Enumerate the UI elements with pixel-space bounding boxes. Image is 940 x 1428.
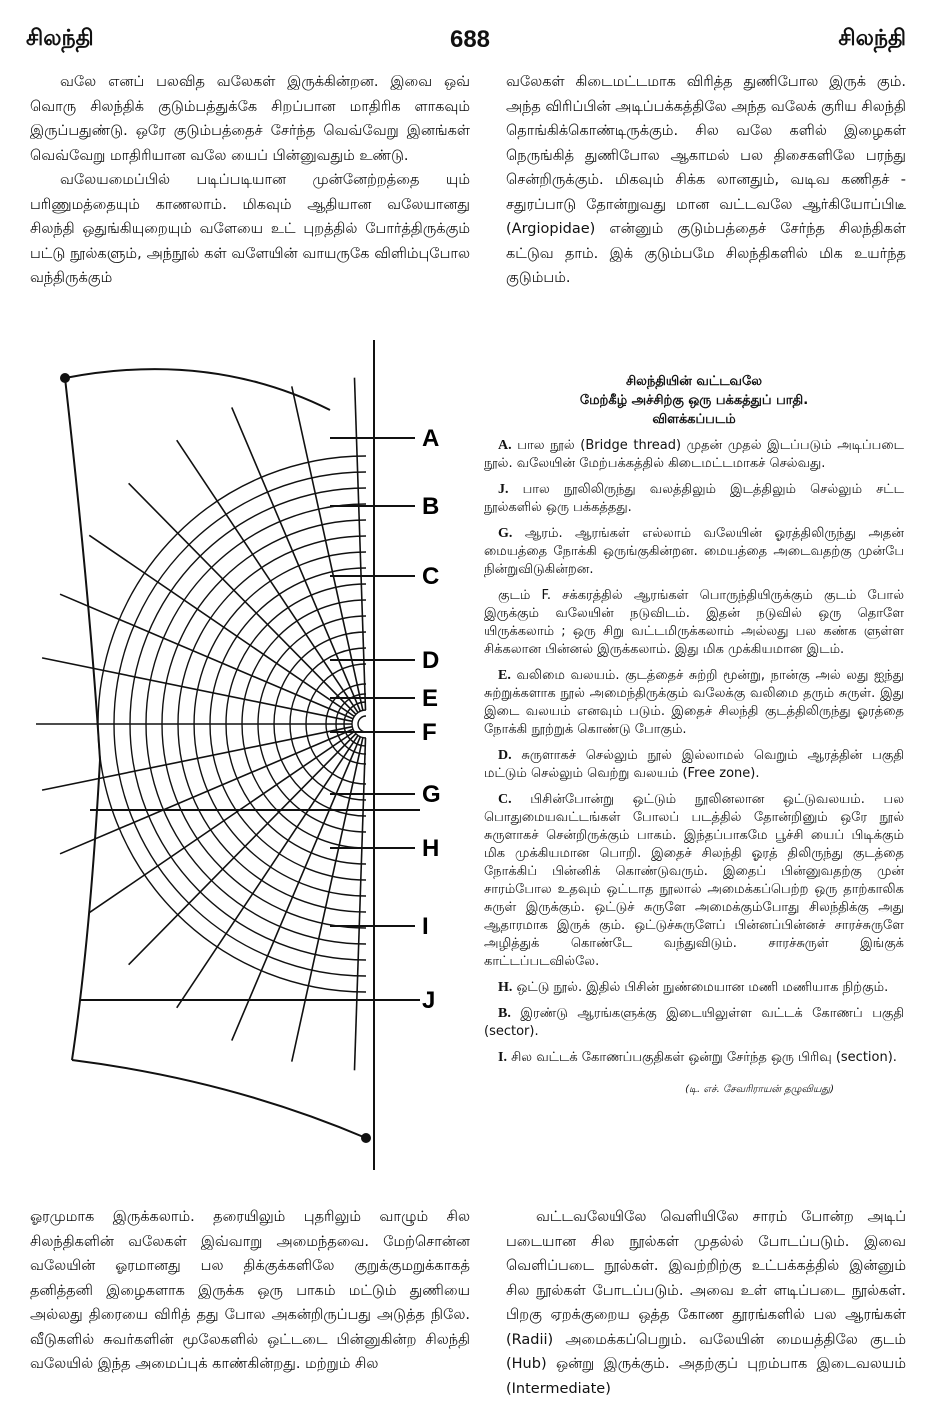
- legend-text: பால நூல் (Bridge thread) முதன் முதல் இடப்படும் அடிப்படை நூல். வலேயின் மேற்பக்கத்தில் கிடைமட்டமாகச் செல்வது.: [484, 438, 904, 471]
- bottom-left-column: [30, 1205, 470, 1377]
- legend-item: [484, 979, 904, 997]
- hub-spiral: [358, 716, 366, 732]
- top-right-column: [506, 70, 906, 291]
- legend-letter: B.: [498, 1006, 511, 1021]
- legend-text: குடம் F. சக்கரத்தில் ஆரங்கள் பொருந்தியிருக்கும் குடம் போல் இருக்கும் வலேயின் நடுவிடம். இதன் நடுவில் ஒரு தொளே யிருக்கலாம் ; ஒரு சிறு வட்டமிருக்கலாம் அல்லது பல கண்க ளுள்ள சிக்கலான பின்னல் இருக்கலாம். இது மிக முக்கியமான இடம்.: [484, 588, 904, 657]
- legend-text: சில வட்டக் கோணப்பகுதிகள் ஒன்று சேர்ந்த ஒரு பிரிவு (section).: [511, 1050, 897, 1065]
- orb-web-diagram: [30, 340, 470, 1170]
- legend-text: பால நூலிலிருந்து வலத்திலும் இடத்திலும் செல்லும் சட்ட நூல்களில் ஒரு பக்கத்தது.: [484, 482, 904, 515]
- figure-credit: (டி. எச். சேவரிராயன் தழுவியது): [685, 1084, 834, 1095]
- legend-title-1: சிலந்தியின் வட்டவலே: [625, 374, 763, 389]
- diagram-label: H: [422, 835, 440, 862]
- legend-letter: H.: [498, 980, 513, 995]
- radius-thread: [60, 594, 353, 719]
- legend-title-3: விளக்கப்படம்: [652, 412, 736, 427]
- paragraph: வலேகள் கிடைமட்டமாக விரித்த துணிபோல இருக் கும். அந்த விரிப்பின் அடிப்பக்கத்திலே அந்த வலேக் குரிய சிலந்தி தொங்கிக்கொண்டிருக்கும். சில வலே களில் இழைகள் நெருங்கித் துணிபோல ஆகாமல் பல திசைகளிலே பரந்து சென்றிருக்கும். மிகவும் சிக்க லானதும், வடிவ கணிதச் - சதுரப்பாடு தோன்றுவது மான வட்டவலே ஆர்கியோப்பிடீ (Argiopidae) என்னும் குடும்பத்தைச் சேர்ந்த சிலந்திகள் கட்டுவ தாம். இக் குடும்பமே சிலந்திகளில் மிக உயர்ந்த குடும்பம்.: [506, 74, 906, 286]
- legend-item: [484, 1005, 904, 1041]
- radius-thread: [60, 729, 353, 854]
- radius-thread: [129, 734, 356, 965]
- legend-title-2: மேற்கீழ் அச்சிற்கு ஒரு பக்கத்துப் பாதி.: [579, 393, 809, 408]
- legend-item: [484, 667, 904, 739]
- legend-letter: J.: [498, 482, 509, 497]
- legend-letter: G.: [498, 526, 513, 541]
- legend-item: [484, 1049, 904, 1067]
- legend-item: [484, 587, 904, 659]
- radius-thread: [232, 737, 361, 1041]
- legend-item: [484, 525, 904, 579]
- running-header-left: சிலந்தி: [26, 26, 94, 51]
- diagram-label: J: [422, 987, 436, 1014]
- diagram-label: E: [422, 685, 439, 712]
- radius-thread: [89, 732, 354, 913]
- legend-text: இரண்டு ஆரங்களுக்கு இடையிலுள்ள வட்டக் கோணப் பகுதி (sector).: [484, 1006, 904, 1039]
- paragraph: வலே எனப் பலவித வலேகள் இருக்கின்றன. இவை ஒவ் வொரு சிலந்திக் குடும்பத்துக்கே சிறப்பான மாதிரிக ளாகவும் இருப்பதுண்டு. ஒரே குடும்பத்தைச் சேர்ந்த வெவ்வேறு இனங்கள் வெவ்வேறு மாதிரியான வலே யைப் பின்னுவதும் உண்டு.: [30, 74, 470, 164]
- radius-thread: [292, 386, 363, 710]
- top-left-column: [30, 70, 470, 291]
- diagram-label: F: [422, 719, 437, 746]
- paragraph: ஓரமுமாக இருக்கலாம். தரையிலும் புதரிலும் வாழும் சில சிலந்திகளின் வலேகள் இவ்வாறு அமைந்தவை. மேற்சொன்ன வலேயின் ஓரமானது பல திக்குக்களிலே குறுக்குமறுக்காகத் தனித்தனி இழைகளாக இருக்க ஒரு பாகம் மட்டும் துணியை அல்லது திரையை விரித் தது போல அகன்றிருப்பது அடுத்த நிலே. வீடுகளில் சுவர்களின் மூலேகளில் ஒட்டடை பின்னுகின்ற சிலந்தி வலேயில் இந்த அமைப்புக் காண்கின்றது. மற்றும் சில: [30, 1209, 470, 1372]
- legend-item: [484, 747, 904, 783]
- diagram-label: C: [422, 563, 440, 590]
- legend-text: வலிமை வலயம். குடத்தைச் சுற்றி மூன்று, நான்கு அல் லது ஐந்து சுற்றுக்களாக நூல் அமைந்திருக்கும் வலேக்கு வலிமை தரும் சுருள். இது இடை வலயம் எனவும் படும். இதைச் சிலந்தி குடத்திலிருந்து ஓரத்தை நோக்கி நூற்றுக் கொண்டு போகும்.: [484, 668, 904, 737]
- legend-item: [484, 437, 904, 473]
- diagram-label: I: [422, 913, 429, 940]
- legend-item: [484, 791, 904, 971]
- anchor-point: [362, 1134, 370, 1142]
- radius-thread: [354, 738, 365, 1070]
- hub-spiral: [352, 710, 366, 738]
- legend-letter: I.: [498, 1050, 507, 1065]
- paragraph: வலேயமைப்பில் படிப்படியான முன்னேற்றத்தை யும் பரிணுமத்தையும் காணலாம். மிகவும் ஆதியான வலேயானது சிலந்தி ஒதுங்கியுறையும் வளேயை உட் புறத்தில் போர்த்திருக்கும் பட்டு நூல்களும், அந்நூல் கள் வளேயின் வாயருகே விளிம்புபோல வந்திருக்கும்: [30, 172, 470, 286]
- diagram-legend: [484, 372, 904, 1099]
- legend-letter: A.: [498, 438, 512, 453]
- legend-text: ஆரம். ஆரங்கள் எல்லாம் வலேயின் ஓரத்திலிருந்து அதன் மையத்தை நோக்கி ஒருங்குகின்றன. மையத்தை அடைவதற்கு முன்பே நின்றுவிடுகின்றன.: [484, 526, 904, 577]
- bridge-thread: [65, 369, 330, 410]
- diagram-label: G: [422, 781, 441, 808]
- page-number: 688: [449, 26, 491, 53]
- radius-thread: [292, 738, 363, 1062]
- legend-item: [484, 481, 904, 517]
- radius-thread: [177, 735, 358, 1007]
- frame-thread-left: [65, 378, 100, 1060]
- legend-letter: C.: [498, 792, 512, 807]
- diagram-label: D: [422, 647, 440, 674]
- radius-thread: [232, 407, 361, 711]
- frame-thread-bottom: [72, 1060, 366, 1138]
- legend-letter: E.: [498, 668, 511, 683]
- legend-text: ஒட்டு நூல். இதில் பிசின் நுண்மையான மணி மணியாக நிற்கும்.: [516, 980, 889, 995]
- diagram-label: B: [422, 493, 440, 520]
- legend-text: சுருளாகச் செல்லும் நூல் இல்லாமல் வெறும் ஆரத்தின் பகுதி மட்டும் செல்லும் வெற்று வலயம் (Free zone).: [484, 748, 904, 781]
- bottom-right-column: [506, 1205, 906, 1401]
- legend-text: பிசின்போன்று ஒட்டும் நூலினலான ஒட்டுவலயம். பல பொதுமையவட்டங்கள் போலப் படத்தில் தோன்றினும் ஒரே நூல் சுருளாகச் சென்றிருக்கும் பாகம். இந்தப்பாகமே பூச்சி யைப் பிடிக்கும் மிக முக்கியமான பொறி. இதைச் சிலந்தி ஓரத் திலிருந்து குடத்தை நோக்கிப் பின்னிக் கொண்டுவரும். இதைப் பின்னுவதற்கு முன் சாரம்போல உதவும் ஒட்டாத நூலால் அமைக்கப்பெற்ற ஒரு தாற்காலிக சுருள் இருக்கும். ஒட்டுச் சுருளே அமைக்கும்போது சிலந்திக்கு அது ஆதாரமாக இருக் கும். ஒட்டுச்சுருளேப் பின்னப்பின்னச் சாரச்சுருளே அழித்துக் கொண்டே வந்துவிடும். சாரச்சுருள் இங்குக் காட்டப்படவில்லே.: [484, 792, 904, 969]
- radius-thread: [89, 535, 354, 716]
- anchor-point: [61, 374, 69, 382]
- running-header-right: சிலந்தி: [838, 26, 906, 51]
- legend-letter: D.: [498, 748, 512, 763]
- radius-thread: [129, 483, 356, 714]
- diagram-label: A: [422, 425, 440, 452]
- paragraph: வட்டவலேயிலே வெளியிலே சாரம் போன்ற அடிப் படையான சில நூல்கள் முதல்ல் போடப்படும். இவை வெளிப்படை நூல்கள். இவற்றிற்கு உட்பக்கத்தில் இன்னும் சில நூல்கள் போடப்படும். அவை உள் ளடிப்படை நூல்கள். பிறகு ஏறக்குறைய ஒத்த கோண தூரங்களில் பல ஆரங்கள் (Radii) அமைக்கப்பெறும். வலேயின் மையத்திலே குடம் (Hub) ஒன்று இருக்கும். அதற்குப் புறம்பாக இடைவலயம் (Intermediate): [506, 1209, 906, 1397]
